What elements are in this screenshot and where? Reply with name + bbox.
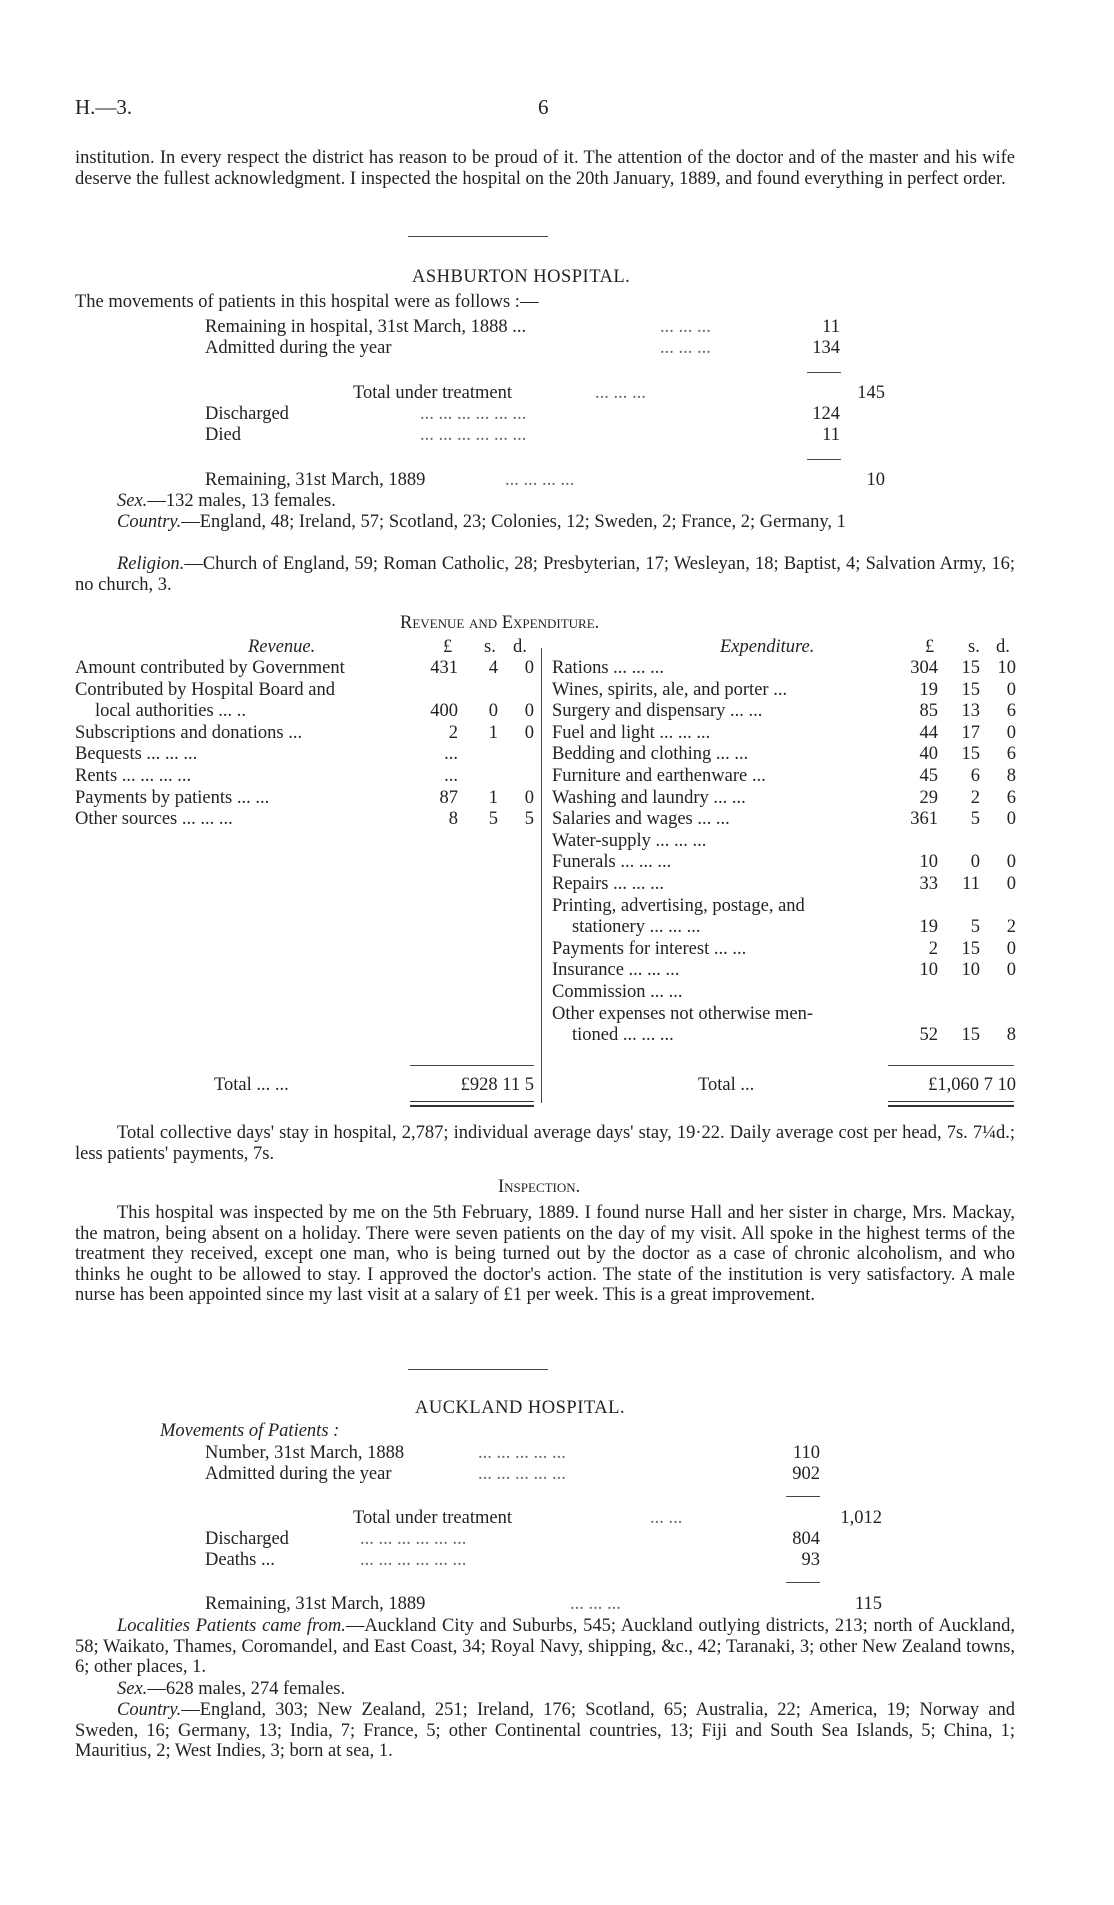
localities-label: Localities Patients came from. — [117, 1616, 346, 1636]
page-number: 6 — [538, 95, 549, 119]
page-reference: H.—3. — [75, 95, 133, 119]
expenditure-heading: Expenditure. — [720, 637, 815, 657]
table-cell-pence: 6 — [1006, 744, 1016, 765]
table-row-label: Amount contributed by Government — [75, 658, 345, 678]
table-cell-pounds: 29 — [919, 787, 938, 808]
movement-label: Admitted during the year — [205, 1464, 392, 1484]
table-row-label: tioned ... ... ... — [572, 1025, 674, 1046]
table-column-divider — [541, 648, 542, 1103]
table-cell-pence: 0 — [1006, 679, 1016, 700]
table-cell-pounds: 45 — [919, 766, 938, 786]
deaths-value: 93 — [801, 1550, 820, 1570]
discharged-dots: ... ... ... ... ... ... — [420, 404, 527, 424]
subtotal-rule — [807, 372, 841, 373]
table-cell-shillings: 5 — [970, 809, 980, 830]
table-cell-pence: 0 — [1006, 809, 1016, 830]
table-cell-shillings: 17 — [961, 722, 980, 743]
table-cell-shillings: 5 — [970, 917, 980, 938]
table-cell-shillings: 15 — [961, 1025, 980, 1046]
inspection-title: Inspection. — [498, 1177, 581, 1197]
table-cell-pence: 2 — [1006, 917, 1016, 938]
table-row-label: Other sources ... ... ... — [75, 809, 233, 830]
table-row-label: Insurance ... ... ... — [552, 960, 680, 981]
table-row-label: Rations ... ... ... — [552, 658, 665, 678]
movement-label: Number, 31st March, 1888 — [205, 1443, 405, 1463]
table-cell-pence: 0 — [1006, 722, 1016, 743]
revenue-total-rule — [410, 1065, 534, 1066]
table-cell-shillings: 10 — [961, 960, 980, 981]
table-cell-pounds: 85 — [919, 701, 938, 722]
table-cell-pence: 0 — [1006, 852, 1016, 873]
died-dots: ... ... ... ... ... ... — [420, 425, 527, 445]
country-label: Country. — [117, 512, 182, 532]
revenue-heading: Revenue. — [248, 637, 316, 657]
table-cell-pence: 0 — [524, 701, 534, 722]
table-row-label: Bedding and clothing ... ... — [552, 744, 749, 765]
expenditure-total-rule — [888, 1065, 1014, 1066]
table-cell-shillings: 1 — [488, 722, 498, 743]
religion-text: —Church of England, 59; Roman Catholic, 28; Presbyterian, 17; Wesleyan, 18; Baptist, 4; Salvation Army, 16; no church, 3. — [75, 554, 1015, 595]
sex-text: —628 males, 274 females. — [147, 1679, 346, 1699]
sex-text: —132 males, 13 females. — [147, 491, 336, 511]
total-dots: ... ... — [650, 1508, 683, 1528]
days-stay-paragraph: Total collective days' stay in hospital, 2,787; individual average days' stay, 19·22. Daily average cost per head, 7s. 7¼d.; less patients' payments, 7s. — [75, 1123, 1015, 1164]
table-row-label: Surgery and dispensary ... ... — [552, 701, 763, 722]
revenue-total-double-rule — [410, 1101, 534, 1107]
table-row-label: Rents ... ... ... ... — [75, 766, 192, 786]
table-row-label: Other expenses not otherwise men- — [552, 1003, 813, 1024]
movement-dots: ... ... ... ... ... — [478, 1443, 566, 1463]
table-cell-pounds: 361 — [910, 809, 938, 830]
deaths-label: Deaths ... — [205, 1550, 275, 1570]
localities-text: —Auckland City and Suburbs, 545; Auckland outlying districts, 213; north of Auckland, 58; Waikato, Thames, Coromandel, and East Coast, 34; Royal Navy, shipping, &c., 42; Taranaki, 3; other New Zealand towns, 6; other places, 1. — [75, 1616, 1015, 1677]
discharged-label: Discharged — [205, 404, 289, 424]
table-row-label: Contributed by Hospital Board and — [75, 679, 335, 700]
table-row-label: Payments by patients ... ... — [75, 787, 270, 808]
died-label: Died — [205, 425, 241, 445]
table-cell-shillings: 1 — [488, 787, 498, 808]
ashburton-title: ASHBURTON HOSPITAL. — [412, 267, 631, 287]
auckland-localities — [75, 1616, 1015, 1678]
table-cell-shillings: 5 — [488, 809, 498, 830]
table-cell-pounds: 19 — [919, 679, 938, 700]
table-row-label: Printing, advertising, postage, and — [552, 895, 805, 916]
table-cell-shillings: 15 — [961, 744, 980, 765]
country-text: —England, 48; Ireland, 57; Scotland, 23; Colonies, 12; Sweden, 2; France, 2; Germany, 1 — [181, 512, 846, 532]
table-cell-pence: 5 — [524, 809, 534, 830]
table-row-label: Payments for interest ... ... — [552, 938, 747, 959]
country-label: Country. — [117, 1700, 182, 1720]
table-cell-pounds: ... — [444, 744, 458, 765]
deaths-dots: ... ... ... ... ... ... — [360, 1550, 467, 1570]
remaining-label: Remaining, 31st March, 1889 — [205, 1594, 426, 1614]
auckland-sex — [117, 1679, 345, 1699]
table-cell-pence: 0 — [1006, 960, 1016, 981]
sex-label: Sex. — [117, 491, 148, 511]
table-cell-pence: 0 — [524, 658, 534, 678]
table-row-label: Subscriptions and donations ... — [75, 722, 303, 743]
table-cell-shillings: 4 — [488, 658, 498, 678]
movement-value: 110 — [792, 1443, 820, 1463]
remaining-dots: ... ... ... ... — [505, 470, 575, 490]
expenditure-total-label: Total ... — [698, 1075, 755, 1095]
movement-value: 902 — [792, 1464, 820, 1484]
movement-value: 134 — [812, 338, 840, 358]
expenditure-shilling-head: s. — [968, 637, 980, 657]
table-row-label: Fuel and light ... ... ... — [552, 722, 711, 743]
table-cell-pence: 0 — [524, 722, 534, 743]
table-cell-shillings: 15 — [961, 679, 980, 700]
expenditure-pound-head: £ — [925, 637, 935, 657]
intro-paragraph: institution. In every respect the district has reason to be proud of it. The attention of the doctor and of the master and his wife deserve the fullest acknowledgment. I inspected the hospital on the 20th January, 1889, and found everything in perfect order. — [75, 148, 1015, 189]
table-cell-pounds: 2 — [448, 722, 458, 743]
table-row-label: Commission ... ... — [552, 982, 683, 1002]
table-row-label: Repairs ... ... ... — [552, 874, 665, 894]
table-cell-pence: 8 — [1006, 1025, 1016, 1046]
table-row-label: Wines, spirits, ale, and porter ... — [552, 679, 788, 700]
auckland-movements-heading: Movements of Patients : — [160, 1421, 340, 1441]
table-cell-shillings: 0 — [488, 701, 498, 722]
table-row-label: local authorities ... .. — [95, 701, 247, 722]
table-cell-pence: 6 — [1006, 787, 1016, 808]
movement-dots: ... ... ... — [660, 338, 711, 358]
subtotal-rule — [786, 1582, 820, 1583]
table-cell-pounds: 10 — [919, 960, 938, 981]
revenue-total-label: Total ... ... — [214, 1075, 289, 1095]
table-row-label: Bequests ... ... ... — [75, 744, 198, 765]
country-text: —England, 303; New Zealand, 251; Ireland, 176; Scotland, 65; Australia, 22; America, 19; Norway and Sweden, 16; Germany, 13; India, 7; France, 5; other Continental countries, 13; Fiji and South Sea Islands, 5; China, 1; Mauritius, 2; West Indies, 3; born at sea, 1. — [75, 1700, 1015, 1761]
remaining-value: 10 — [866, 470, 885, 490]
movement-dots: ... ... ... — [660, 317, 711, 337]
table-cell-pounds: 33 — [919, 874, 938, 894]
movement-value: 11 — [822, 317, 840, 337]
revenue-pound-head: £ — [443, 637, 453, 657]
table-row-label: Washing and laundry ... ... — [552, 787, 746, 808]
table-cell-pounds: 400 — [430, 701, 458, 722]
subtotal-rule — [807, 459, 841, 460]
remaining-dots: ... ... ... — [570, 1594, 621, 1614]
total-dots: ... ... ... — [595, 383, 646, 403]
religion-label: Religion. — [117, 554, 185, 574]
ashburton-sex — [117, 491, 336, 511]
ashburton-country — [75, 512, 1015, 533]
inspection-paragraph: This hospital was inspected by me on the 5th February, 1889. I found nurse Hall and her sister in charge, Mrs. Mackay, the matron, being absent on a holiday. There were seven patients on the day of my visit. All spoke in the highest terms of the treatment they received, except one man, who is being turned out by the doctor as a case of chronic alcoholism, and who thinks he ought to be allowed to stay. I approved the doctor's action. The state of the institution is very satisfactory. A male nurse has been appointed since my last visit at a salary of £1 per week. This is a great improvement. — [75, 1203, 1015, 1305]
table-row-label: stationery ... ... ... — [572, 917, 701, 938]
expenditure-pence-head: d. — [996, 637, 1010, 657]
rev-exp-title: Revenue and Expenditure. — [400, 613, 600, 633]
remaining-value: 115 — [854, 1594, 882, 1614]
table-cell-pounds: 40 — [919, 744, 938, 765]
table-cell-pounds: 52 — [919, 1025, 938, 1046]
movement-label: Admitted during the year — [205, 338, 392, 358]
discharged-dots: ... ... ... ... ... ... — [360, 1529, 467, 1549]
table-cell-pounds: 87 — [439, 787, 458, 808]
revenue-pence-head: d. — [513, 637, 527, 657]
auckland-title: AUCKLAND HOSPITAL. — [415, 1398, 625, 1418]
expenditure-total-value: £1,060 7 10 — [928, 1075, 1016, 1095]
table-cell-shillings: 6 — [970, 766, 980, 786]
subtotal-rule — [786, 1496, 820, 1497]
table-row-label: Water-supply ... ... ... — [552, 830, 707, 851]
table-cell-shillings: 11 — [962, 874, 980, 894]
total-under-treatment-label: Total under treatment — [353, 1508, 512, 1528]
section-divider — [408, 236, 548, 237]
table-cell-pounds: ... — [444, 766, 458, 786]
auckland-country — [75, 1700, 1015, 1762]
table-cell-pence: 0 — [1006, 938, 1016, 959]
table-cell-pounds: 304 — [910, 658, 938, 678]
table-cell-pence: 8 — [1006, 766, 1016, 786]
died-value: 11 — [822, 425, 840, 445]
table-row-label: Salaries and wages ... ... — [552, 809, 730, 830]
table-cell-pence: 6 — [1006, 701, 1016, 722]
table-cell-shillings: 13 — [961, 701, 980, 722]
movement-dots: ... ... ... ... ... — [478, 1464, 566, 1484]
revenue-shilling-head: s. — [484, 637, 496, 657]
expenditure-total-double-rule — [888, 1101, 1014, 1107]
table-cell-shillings: 0 — [970, 852, 980, 873]
table-row-label: Furniture and earthenware ... — [552, 766, 766, 786]
table-cell-shillings: 15 — [961, 938, 980, 959]
table-cell-pence: 10 — [997, 658, 1016, 678]
remaining-label: Remaining, 31st March, 1889 — [205, 470, 426, 490]
discharged-value: 804 — [792, 1529, 820, 1549]
table-cell-pence: 0 — [1006, 874, 1016, 894]
table-cell-pounds: 19 — [919, 917, 938, 938]
table-cell-shillings: 2 — [970, 787, 980, 808]
table-row-label: Funerals ... ... ... — [552, 852, 672, 873]
ashburton-movements-intro: The movements of patients in this hospital were as follows :— — [75, 292, 539, 312]
table-cell-pounds: 2 — [928, 938, 938, 959]
table-cell-pounds: 431 — [430, 658, 458, 678]
table-cell-pounds: 8 — [448, 809, 458, 830]
discharged-label: Discharged — [205, 1529, 289, 1549]
discharged-value: 124 — [812, 404, 840, 424]
table-cell-pence: 0 — [524, 787, 534, 808]
revenue-total-value: £928 11 5 — [460, 1075, 534, 1095]
sex-label: Sex. — [117, 1679, 148, 1699]
ashburton-religion — [75, 554, 1015, 595]
table-cell-pounds: 10 — [919, 852, 938, 873]
total-under-treatment-value: 145 — [857, 383, 885, 403]
total-under-treatment-value: 1,012 — [840, 1508, 882, 1528]
table-cell-pounds: 44 — [919, 722, 938, 743]
section-divider — [408, 1369, 548, 1370]
movement-label: Remaining in hospital, 31st March, 1888 ... — [205, 317, 527, 337]
total-under-treatment-label: Total under treatment — [353, 383, 512, 403]
table-cell-shillings: 15 — [961, 658, 980, 678]
